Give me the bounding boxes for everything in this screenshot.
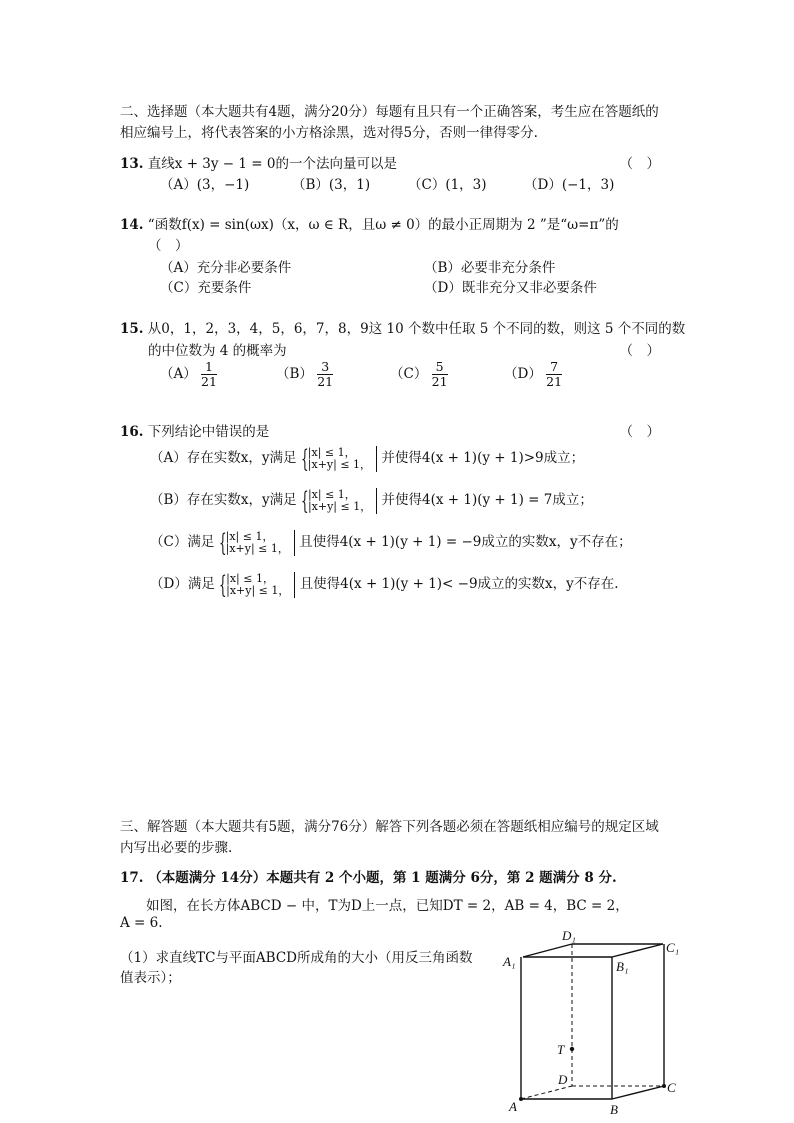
q16-number: 16. bbox=[120, 424, 144, 440]
q16-d-sys-bottom: |x+y| ≤ 1， bbox=[226, 583, 290, 597]
q16-d-prefix: （D）满足 bbox=[150, 576, 215, 592]
label-b: B bbox=[610, 1102, 618, 1117]
label-c1: C₁ bbox=[666, 940, 680, 955]
section2-line1: 二、选择题（本大题共有4题，满分20分）每题有且只有一个正确答案，考生应在答题纸的 bbox=[120, 104, 659, 120]
q15-option-b bbox=[276, 360, 333, 389]
q15-b-denominator: 21 bbox=[317, 373, 334, 389]
question-14 bbox=[120, 213, 619, 233]
q15-a-numerator: 1 bbox=[201, 360, 217, 375]
q15-c-denominator: 21 bbox=[431, 373, 448, 389]
section3-line2: 内写出必要的步骤. bbox=[120, 840, 233, 856]
q16-option-c bbox=[150, 530, 632, 555]
point-c bbox=[662, 1084, 666, 1088]
label-a1: A₁ bbox=[503, 954, 516, 969]
q14-option-d: （D）既非充分又非必要条件 bbox=[424, 280, 597, 296]
q13-option-c: （C）(1，3) bbox=[408, 177, 487, 193]
question-13 bbox=[120, 152, 660, 172]
point-a bbox=[519, 1097, 523, 1101]
q16-c-prefix: （C）满足 bbox=[150, 534, 215, 550]
q16-answer-paren: （ ） bbox=[619, 424, 660, 440]
q16-a-sys-top: |x| ≤ 1， bbox=[307, 445, 356, 459]
q15-option-d-fraction bbox=[546, 360, 562, 389]
label-b1: B₁ bbox=[616, 959, 629, 974]
label-c: C bbox=[667, 1080, 676, 1095]
q14-option-c: （C）充要条件 bbox=[160, 280, 252, 296]
q15-option-a-label: （A） bbox=[160, 365, 197, 382]
q16-d-suffix: 且使得4(x + 1)(y + 1)< −9成立的实数x，y不存在. bbox=[299, 576, 619, 592]
label-t: T bbox=[557, 1042, 565, 1057]
q16-a-prefix: （A）存在实数x，y满足 bbox=[150, 450, 297, 466]
q15-option-b-fraction bbox=[317, 360, 333, 389]
q15-option-a-fraction bbox=[201, 360, 217, 389]
q15-option-b-label: （B） bbox=[276, 365, 313, 382]
q15-b-numerator: 3 bbox=[317, 360, 333, 375]
label-d1: D₁ bbox=[562, 928, 576, 943]
q15-d-numerator: 7 bbox=[546, 360, 562, 375]
q15-d-denominator: 21 bbox=[546, 373, 563, 389]
q14-option-b: （B）必要非充分条件 bbox=[424, 260, 556, 276]
q16-stem: 下列结论中错误的是 bbox=[147, 424, 270, 440]
question-17-header bbox=[120, 866, 617, 886]
q15-a-denominator: 21 bbox=[201, 373, 217, 389]
q14-option-a: （A）充分非必要条件 bbox=[160, 260, 292, 276]
q16-a-suffix: 并使得4(x + 1)(y + 1)>9成立； bbox=[381, 450, 585, 466]
cuboid-figure bbox=[500, 922, 690, 1118]
q16-b-prefix: （B）存在实数x，y满足 bbox=[150, 492, 297, 508]
q14-number: 14. bbox=[120, 217, 144, 233]
q16-c-system: { |x| ≤ 1， |x+y| ≤ 1， bbox=[219, 531, 295, 555]
q16-d-system: { |x| ≤ 1， |x+y| ≤ 1， bbox=[219, 573, 295, 597]
q16-c-sys-top: |x| ≤ 1， bbox=[225, 529, 274, 543]
q17-body-line2: A = 6. bbox=[120, 915, 163, 931]
q15-number: 15. bbox=[120, 321, 144, 337]
q16-option-d bbox=[150, 572, 619, 597]
q16-b-suffix: 并使得4(x + 1)(y + 1) = 7成立； bbox=[381, 492, 593, 508]
q15-option-c bbox=[390, 360, 448, 389]
q13-answer-paren: （ ） bbox=[619, 156, 660, 172]
q14-answer-paren: （ ） bbox=[148, 238, 189, 254]
q15-c-numerator: 5 bbox=[432, 360, 448, 375]
q13-option-b: （B）(3，1) bbox=[292, 177, 371, 193]
q16-option-b bbox=[150, 488, 593, 513]
edge-ad-hidden bbox=[521, 1086, 572, 1099]
q15-stem-line2-row bbox=[148, 339, 660, 359]
section3-line1: 三、解答题（本大题共有5题，满分76分）解答下列各题必须在答题纸相应编号的规定区域 bbox=[120, 819, 659, 835]
edge-d1a1 bbox=[523, 944, 572, 957]
q15-option-c-fraction bbox=[432, 360, 448, 389]
q17-sub1-line2: 值表示）； bbox=[120, 970, 181, 986]
q17-body-line1: 如图，在长方体ABCD − 中，T为D上一点，已知DT = 2，AB = 4，BC = 2， bbox=[146, 898, 629, 914]
q13-option-a: （A）(3，−1) bbox=[160, 177, 250, 193]
q14-stem: “函数f(x) = sin(ωx)（x，ω ∈ R，且ω ≠ 0）的最小正周期为 2 ”是“ω=π”的 bbox=[147, 217, 619, 233]
q13-stem: 直线x + 3y − 1 = 0的一个法向量可以是 bbox=[147, 156, 397, 172]
label-a: A bbox=[509, 1099, 517, 1114]
q15-option-c-label: （C） bbox=[390, 365, 428, 382]
q15-option-d bbox=[504, 360, 562, 389]
q16-a-system: { |x| ≤ 1， |x+y| ≤ 1， bbox=[301, 447, 377, 471]
q15-stem-line1: 从0，1，2，3，4，5，6，7，8，9这 10 个数中任取 5 个不同的数，则这 5 个不同的数 bbox=[147, 321, 686, 337]
edge-b1c1 bbox=[612, 944, 663, 957]
q17-header-text: （本题满分 14分）本题共有 2 个小题，第 1 题满分 6分，第 2 题满分 8 分. bbox=[148, 870, 617, 886]
q16-a-sys-bottom: |x+y| ≤ 1， bbox=[307, 457, 372, 471]
q13-number: 13. bbox=[120, 156, 144, 172]
q17-number: 17. bbox=[120, 870, 144, 886]
q15-option-d-label: （D） bbox=[504, 365, 542, 382]
q17-sub1-line1: （1）求直线TC与平面ABCD所成角的大小（用反三角函数 bbox=[120, 950, 473, 966]
q16-d-sys-top: |x| ≤ 1， bbox=[226, 571, 274, 585]
q16-option-a bbox=[150, 446, 584, 471]
label-d: D bbox=[558, 1072, 568, 1087]
q16-b-system: { |x| ≤ 1， |x+y| ≤ 1， bbox=[301, 489, 377, 513]
q16-b-sys-top: |x| ≤ 1， bbox=[307, 487, 356, 501]
question-15 bbox=[120, 317, 685, 337]
q16-b-sys-bottom: |x+y| ≤ 1， bbox=[307, 499, 372, 513]
edge-bc bbox=[612, 1086, 664, 1099]
q16-c-suffix: 且使得4(x + 1)(y + 1) = −9成立的实数x，y不存在； bbox=[299, 534, 632, 550]
question-16 bbox=[120, 420, 660, 440]
q15-stem-line2: 的中位数为 4 的概率为 bbox=[148, 343, 287, 359]
q15-option-a bbox=[160, 360, 217, 389]
section2-line2: 相应编号上，将代表答案的小方格涂黑，选对得5分，否则一律得零分. bbox=[120, 125, 538, 141]
q16-c-sys-bottom: |x+y| ≤ 1， bbox=[225, 541, 289, 555]
q15-answer-paren: （ ） bbox=[619, 343, 660, 359]
point-t bbox=[570, 1047, 574, 1051]
q13-option-d: （D）(−1，3) bbox=[524, 177, 615, 193]
